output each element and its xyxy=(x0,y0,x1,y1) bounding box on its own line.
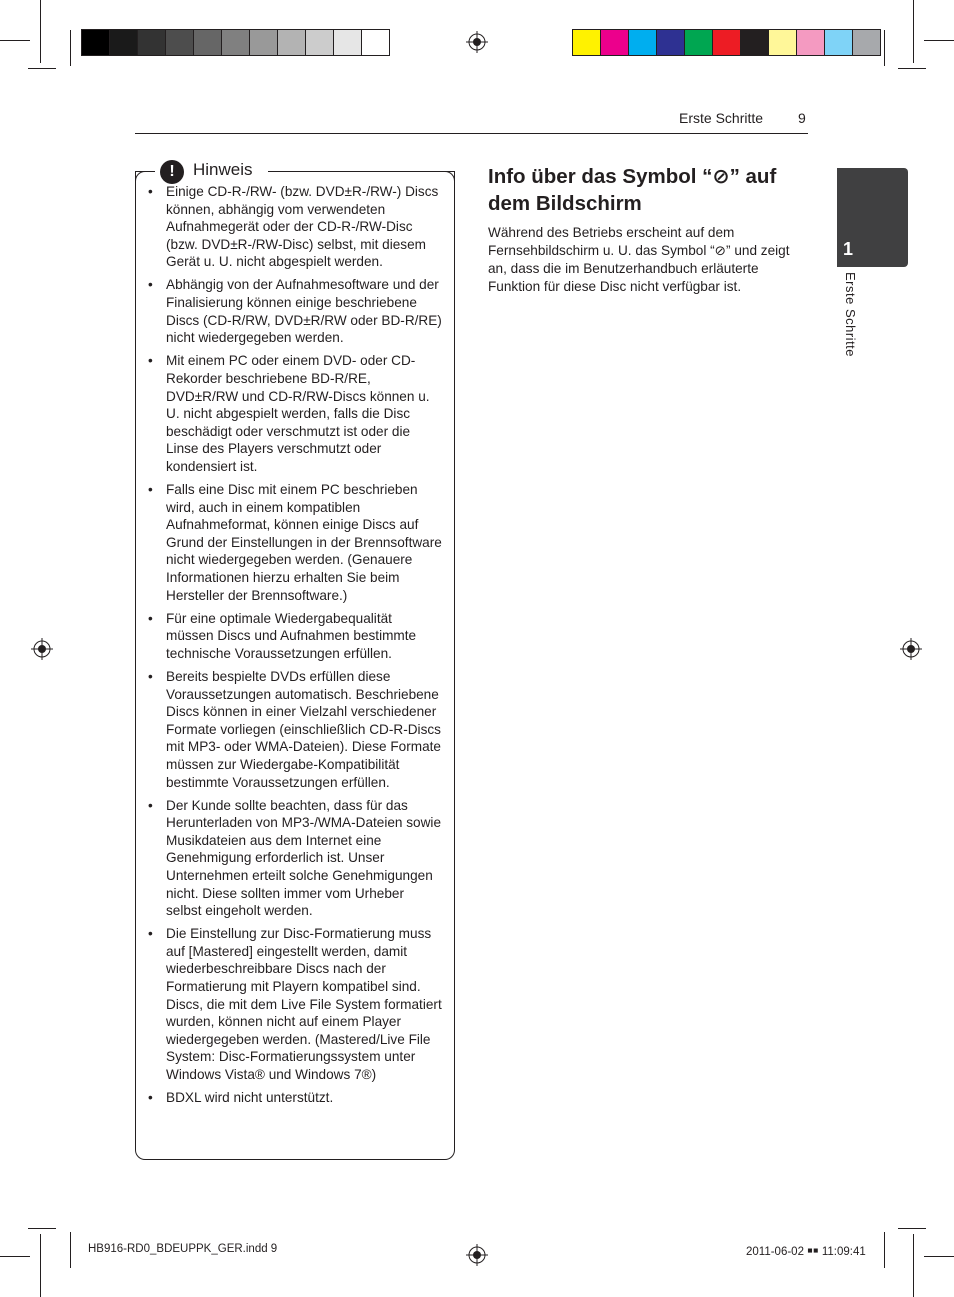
crop-mark xyxy=(40,0,41,63)
note-list-item: • Falls eine Disc mit einem PC beschrieben wird, auch in einem kompatiblen Aufnahmeformat, können einige Discs auf Grund der Einstellungen in der Brennsoftware nicht wiedergegeben werden. (Genauere Informationen hierzu erhalten Sie beim Hersteller der Brennsoftware.) xyxy=(148,481,442,604)
chapter-side-label xyxy=(838,272,866,372)
crop-mark xyxy=(0,1256,30,1257)
crop-mark xyxy=(913,1234,914,1297)
note-title: Hinweis xyxy=(193,160,253,179)
prohibited-symbol-icon: ⊘ xyxy=(712,165,730,188)
crop-mark xyxy=(898,68,926,69)
color-swatch xyxy=(741,29,769,56)
color-swatch xyxy=(110,29,138,56)
section-title xyxy=(488,163,818,217)
note-list-item: • Für eine optimale Wiedergabequalität müssen Discs und Aufnahmen bestimmte technische Voraussetzungen erfüllen. xyxy=(148,610,442,663)
header-rule xyxy=(135,133,808,134)
section-body-part: Während des Betriebs erscheint auf dem Fernsehbildschirm u. U. das Symbol “ xyxy=(488,225,735,258)
prohibited-symbol-icon: ⊘ xyxy=(714,243,727,258)
color-swatch xyxy=(572,29,601,56)
note-box-top-rule xyxy=(135,171,155,172)
color-swatch xyxy=(601,29,629,56)
footer-file-name: HB916-RD0_BDEUPPK_GER.indd 9 xyxy=(88,1243,278,1255)
footer-timestamp: 2011-06-02 ￭￭ 11:09:41 xyxy=(746,1246,866,1258)
crop-mark xyxy=(0,40,30,41)
color-swatch xyxy=(657,29,685,56)
color-swatch xyxy=(362,29,390,56)
section-title-part: Info über das Symbol “ xyxy=(488,165,713,188)
color-swatch xyxy=(166,29,194,56)
page-number: 9 xyxy=(798,110,806,126)
color-swatch xyxy=(825,29,853,56)
note-list-item: • Die Einstellung zur Disc-Formatierung muss auf [Mastered] eingestellt werden, damit wiederbeschreibbare Discs nach der Formatierung mit Playern kompatibel sind. Discs, die mit dem Live File System formatiert wurden, können nicht auf einem Player wiedergegeben werden. (Mastered/Live File System: Disc-Formatierungssystem unter Windows Vista® und Windows 7®) xyxy=(148,925,442,1083)
chapter-number: 1 xyxy=(843,239,854,259)
crop-mark xyxy=(40,1234,41,1297)
color-swatch xyxy=(853,29,881,56)
color-swatch xyxy=(713,29,741,56)
color-swatch xyxy=(81,29,110,56)
color-swatch xyxy=(138,29,166,56)
exclamation-icon: ! xyxy=(160,160,184,184)
crop-mark xyxy=(924,40,954,41)
crop-mark xyxy=(70,30,71,66)
running-header-title: Erste Schritte xyxy=(679,110,764,126)
registration-target-icon xyxy=(31,638,53,660)
registration-target-icon xyxy=(466,31,488,53)
note-list-item: • Bereits bespielte DVDs erfüllen diese Voraussetzungen automatisch. Beschriebene Discs können in einer Vielzahl verschiedener Formate vorliegen (einschließlich CD-R-Discs mit MP3- oder WMA-Dateien). Diese Formate müssen zur Wiedergabe-Kompatibilität bestimmte Voraussetzungen erfüllen. xyxy=(148,668,442,791)
note-list-item: • Abhängig von der Aufnahmesoftware und der Finalisierung können einige beschriebene Discs (CD-R/RW, DVD±R/RW oder BD-R/RE) nicht wiedergegeben werden. xyxy=(148,276,442,346)
crop-mark xyxy=(898,1228,926,1229)
color-swatch xyxy=(278,29,306,56)
color-swatch xyxy=(769,29,797,56)
registration-target-icon xyxy=(900,638,922,660)
color-swatch xyxy=(685,29,713,56)
color-swatch xyxy=(306,29,334,56)
section-body xyxy=(488,224,804,296)
crop-mark xyxy=(924,1256,954,1257)
crop-mark xyxy=(28,1228,56,1229)
color-swatch xyxy=(629,29,657,56)
crop-mark xyxy=(70,1232,71,1268)
crop-mark xyxy=(884,1232,885,1268)
crop-mark xyxy=(28,68,56,69)
color-swatch xyxy=(222,29,250,56)
chapter-side-label-text: Erste Schritte xyxy=(843,272,858,358)
note-list xyxy=(148,183,442,1112)
gray-calibration-bar xyxy=(81,29,390,56)
note-list-item: • Mit einem PC oder einem DVD- oder CD-Rekorder beschriebene BD-R/RE, DVD±R/RW und CD-R/RW-Discs können u. U. nicht abgespielt werden, falls die Disc beschädigt oder verschmutzt ist oder die Linse des Players verschmutzt oder kondensiert ist. xyxy=(148,352,442,475)
color-swatch xyxy=(797,29,825,56)
note-list-item: • Der Kunde sollte beachten, dass für das Herunterladen von MP3-/WMA-Dateien sowie Musikdateien aus dem Internet eine Genehmigung erforderlich ist. Unser Unternehmen erteilt solche Genehmigungen nicht. Diese sollten immer vom Urheber selbst eingeholt werden. xyxy=(148,797,442,920)
color-calibration-bar xyxy=(572,29,881,56)
crop-mark xyxy=(913,0,914,63)
note-box-top-rule xyxy=(268,171,454,172)
color-swatch xyxy=(334,29,362,56)
color-swatch xyxy=(194,29,222,56)
section-title-part: ” auf dem Bildschirm xyxy=(488,165,777,215)
note-list-item: • BDXL wird nicht unterstützt. xyxy=(148,1089,442,1107)
color-swatch xyxy=(250,29,278,56)
crop-mark xyxy=(884,30,885,66)
section-body-part: ” und zeigt an, dass die im Benutzerhandbuch erläuterte Funktion für diese Disc nicht verfügbar ist. xyxy=(488,243,790,294)
note-list-item: • Einige CD-R-/RW- (bzw. DVD±R-/RW-) Discs können, abhängig vom verwendeten Aufnahmegerät oder der CD-R-/RW-Disc (bzw. DVD±R-/RW-Disc) selbst, mit diesem Gerät u. U. nicht abgespielt werden. xyxy=(148,183,442,271)
registration-target-icon xyxy=(466,1244,488,1266)
